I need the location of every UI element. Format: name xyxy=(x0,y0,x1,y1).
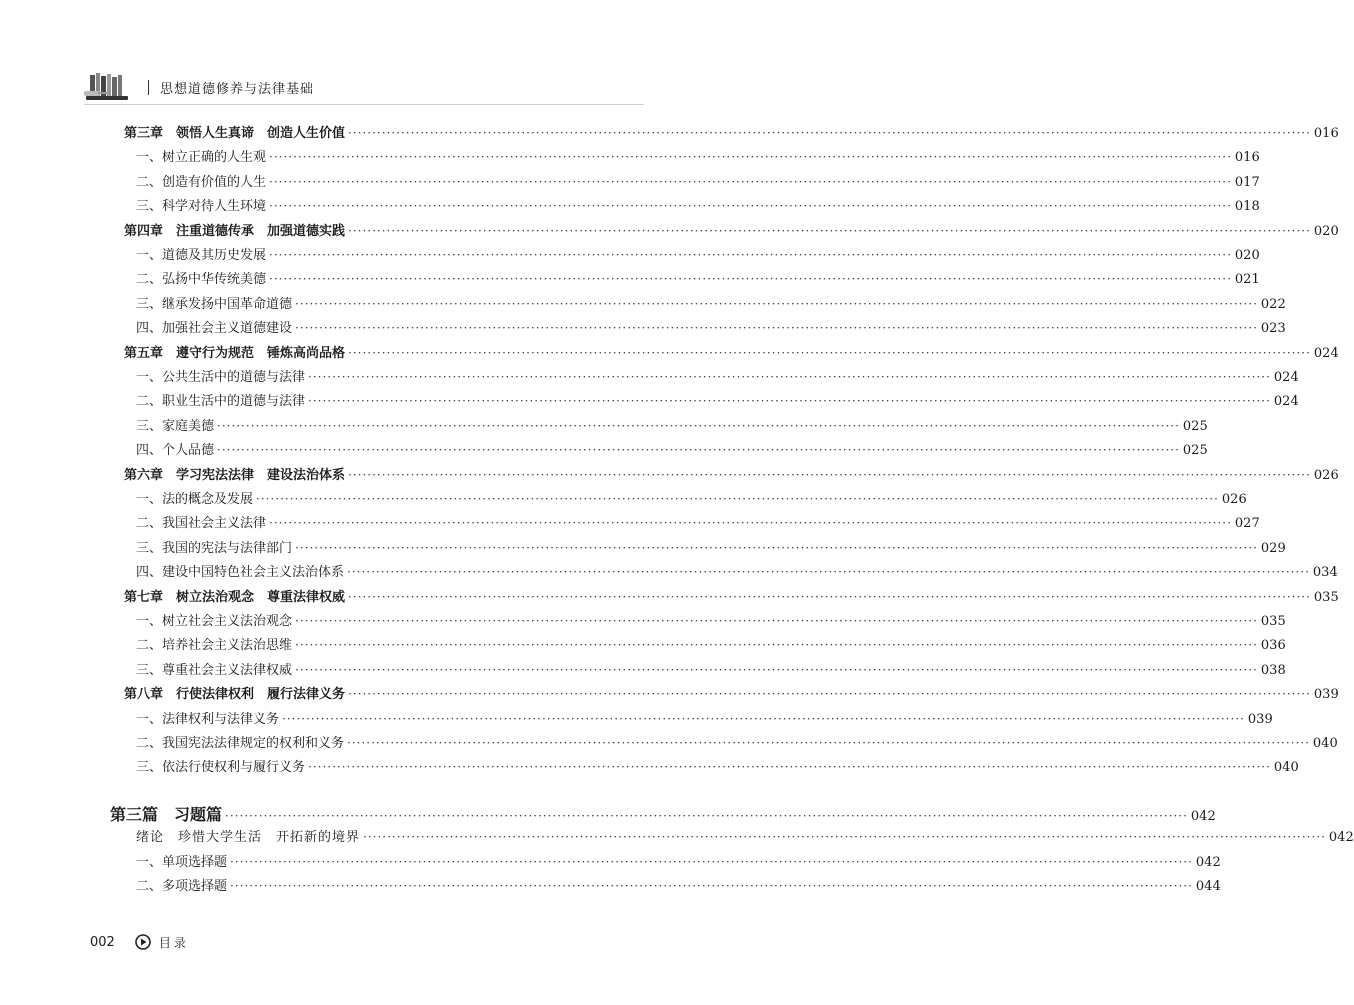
entry-title: 三、我国的宪法与法律部门 xyxy=(136,540,293,556)
section-entry[interactable] xyxy=(136,512,1260,534)
entry-page-number: 040 xyxy=(1273,760,1299,776)
chapter-entry[interactable] xyxy=(124,464,1339,486)
leader-dots: ········································································································································································································ xyxy=(295,662,1258,677)
section-entry[interactable] xyxy=(136,317,1286,339)
section-entry[interactable] xyxy=(136,537,1286,559)
leader-dots: ········································································································································································································ xyxy=(295,321,1258,336)
section-entry[interactable] xyxy=(136,415,1208,437)
leader-dots: ········································································································································································································ xyxy=(282,711,1245,726)
entry-page-number: 042 xyxy=(1328,830,1354,845)
entry-page-number: 016 xyxy=(1313,126,1339,141)
chapter-entry[interactable] xyxy=(124,683,1339,705)
chapter-entry[interactable] xyxy=(124,220,1339,242)
entry-page-number: 042 xyxy=(1195,855,1221,870)
entry-title: 二、我国宪法法律规定的权利和义务 xyxy=(136,736,345,751)
section-entry[interactable] xyxy=(136,488,1247,510)
entry-title: 第三篇 习题篇 xyxy=(110,805,223,824)
entry-title: 二、培养社会主义法治思维 xyxy=(136,638,293,654)
entry-title: 三、继承发扬中国革命道德 xyxy=(136,296,293,312)
entry-title: 四、建设中国特色社会主义法治体系 xyxy=(136,565,345,581)
entry-page-number: 016 xyxy=(1234,150,1260,166)
entry-page-number: 024 xyxy=(1273,394,1299,410)
section-entry[interactable] xyxy=(136,756,1299,778)
section-entry[interactable] xyxy=(136,561,1338,583)
entry-title: 第七章 树立法治观念 尊重法律权威 xyxy=(124,589,346,605)
entry-title: 一、法的概念及发展 xyxy=(136,492,254,507)
entry-page-number: 035 xyxy=(1260,614,1286,629)
leader-dots: ········································································································································································································ xyxy=(308,394,1271,409)
entry-page-number: 039 xyxy=(1313,687,1339,703)
section-entry[interactable] xyxy=(136,732,1338,754)
leader-dots: ········································································································································································································ xyxy=(295,638,1258,653)
entry-page-number: 025 xyxy=(1182,443,1208,459)
section-entry[interactable] xyxy=(136,244,1260,266)
books-gavel-logo xyxy=(84,72,132,102)
section-entry[interactable] xyxy=(136,875,1221,897)
entry-page-number: 025 xyxy=(1182,418,1208,434)
leader-dots: ········································································································································································································ xyxy=(269,516,1232,531)
leader-dots: ········································································································································································································ xyxy=(295,540,1258,555)
entry-page-number: 029 xyxy=(1260,540,1286,556)
entry-title: 绪论 珍惜大学生活 开拓新的境界 xyxy=(136,830,361,845)
leader-dots: ········································································································································································································ xyxy=(230,879,1193,893)
entry-page-number: 044 xyxy=(1195,879,1221,894)
entry-title: 第四章 注重道德传承 加强道德实践 xyxy=(124,223,346,239)
chapter-entry[interactable] xyxy=(124,586,1339,608)
entry-title: 一、树立社会主义法治观念 xyxy=(136,614,293,629)
entry-title: 三、科学对待人生环境 xyxy=(136,199,267,215)
leader-dots: ········································································································································································································ xyxy=(217,443,1180,458)
section-entry[interactable] xyxy=(136,195,1260,217)
page-footer xyxy=(90,930,189,954)
section-entry[interactable] xyxy=(136,851,1221,873)
leader-dots: ········································································································································································································ xyxy=(269,272,1232,287)
entry-title: 第五章 遵守行为规范 锤炼高尚品格 xyxy=(124,345,346,361)
entry-page-number: 038 xyxy=(1260,662,1286,678)
entry-page-number: 020 xyxy=(1313,223,1339,239)
entry-page-number: 018 xyxy=(1234,199,1260,215)
entry-title: 一、单项选择题 xyxy=(136,855,228,870)
entry-page-number: 039 xyxy=(1247,711,1273,727)
section-entry[interactable] xyxy=(136,390,1299,412)
part-entry[interactable] xyxy=(110,802,1216,824)
entry-page-number: 024 xyxy=(1313,345,1339,361)
section-label: 目录 xyxy=(158,935,189,950)
entry-title: 二、职业生活中的道德与法律 xyxy=(136,394,306,410)
entry-title: 第三章 领悟人生真谛 创造人生价值 xyxy=(124,126,346,141)
leader-dots: ········································································································································································································ xyxy=(217,418,1180,433)
section-entry[interactable] xyxy=(136,439,1208,461)
leader-dots: ········································································································································································································ xyxy=(230,855,1193,869)
entry-page-number: 035 xyxy=(1313,589,1339,605)
entry-title: 三、依法行使权利与履行义务 xyxy=(136,760,306,776)
section-entry[interactable] xyxy=(136,610,1286,632)
entry-page-number: 027 xyxy=(1234,516,1260,532)
entry-title: 三、家庭美德 xyxy=(136,418,215,434)
entry-title: 第六章 学习宪法法律 建设法治体系 xyxy=(124,467,346,483)
entry-title: 四、个人品德 xyxy=(136,443,215,459)
entry-title: 四、加强社会主义道德建设 xyxy=(136,321,293,337)
book-title: 思想道德修养与法律基础 xyxy=(160,82,315,97)
leader-dots: ········································································································································································································ xyxy=(308,760,1271,775)
leader-dots: ········································································································································································································ xyxy=(348,589,1311,604)
section-entry[interactable] xyxy=(136,171,1260,193)
entry-page-number: 042 xyxy=(1190,809,1216,824)
entry-title: 二、我国社会主义法律 xyxy=(136,516,267,532)
leader-dots: ········································································································································································································ xyxy=(269,174,1232,189)
section-entry[interactable] xyxy=(136,146,1260,168)
entry-title: 一、公共生活中的道德与法律 xyxy=(136,370,306,385)
entry-page-number: 034 xyxy=(1312,565,1338,581)
leader-dots: ········································································································································································································ xyxy=(347,565,1310,580)
entry-title: 二、创造有价值的人生 xyxy=(136,174,267,190)
entry-page-number: 026 xyxy=(1221,492,1247,507)
section-entry[interactable] xyxy=(136,268,1260,290)
entry-title: 一、道德及其历史发展 xyxy=(136,248,267,263)
entry-title: 三、尊重社会主义法律权威 xyxy=(136,662,293,678)
leader-dots: ········································································································································································································ xyxy=(348,223,1311,238)
entry-title: 一、树立正确的人生观 xyxy=(136,150,267,166)
leader-dots: ········································································································································································································ xyxy=(348,345,1311,360)
chapter-entry[interactable] xyxy=(124,122,1339,144)
leader-dots: ········································································································································································································ xyxy=(269,150,1232,165)
entry-page-number: 023 xyxy=(1260,321,1286,337)
leader-dots: ········································································································································································································ xyxy=(256,492,1219,506)
entry-title: 二、多项选择题 xyxy=(136,879,228,894)
play-circle-icon xyxy=(135,934,151,950)
entry-page-number: 022 xyxy=(1260,296,1286,312)
header-rule xyxy=(84,104,644,105)
section-entry[interactable] xyxy=(136,366,1299,388)
leader-dots: ········································································································································································································ xyxy=(295,296,1258,311)
leader-dots: ········································································································································································································ xyxy=(348,687,1311,702)
entry-page-number: 040 xyxy=(1312,736,1338,751)
section-entry[interactable] xyxy=(136,659,1286,681)
header-divider xyxy=(148,80,149,95)
leader-dots: ········································································································································································································ xyxy=(269,199,1232,214)
leader-dots: ········································································································································································································ xyxy=(348,467,1311,482)
chapter-entry[interactable] xyxy=(124,342,1339,364)
entry-page-number: 036 xyxy=(1260,638,1286,654)
entry-page-number: 026 xyxy=(1313,467,1339,483)
leader-dots: ········································································································································································································ xyxy=(363,830,1326,844)
entry-page-number: 021 xyxy=(1234,272,1260,288)
entry-title: 二、弘扬中华传统美德 xyxy=(136,272,267,288)
entry-page-number: 024 xyxy=(1273,370,1299,385)
leader-dots: ········································································································································································································ xyxy=(225,809,1188,823)
leader-dots: ········································································································································································································ xyxy=(308,370,1271,384)
section-entry[interactable] xyxy=(136,708,1273,730)
leader-dots: ········································································································································································································ xyxy=(295,614,1258,628)
entry-page-number: 017 xyxy=(1234,174,1260,190)
leader-dots: ········································································································································································································ xyxy=(348,126,1311,140)
sub-entry[interactable] xyxy=(136,826,1354,848)
entry-page-number: 020 xyxy=(1234,248,1260,263)
section-entry[interactable] xyxy=(136,293,1286,315)
page-number: 002 xyxy=(90,934,115,950)
section-entry[interactable] xyxy=(136,634,1286,656)
entry-title: 一、法律权利与法律义务 xyxy=(136,711,280,727)
running-header xyxy=(84,70,644,106)
entry-title: 第八章 行使法律权利 履行法律义务 xyxy=(124,687,346,703)
leader-dots: ········································································································································································································ xyxy=(269,248,1232,262)
leader-dots: ········································································································································································································ xyxy=(347,736,1310,750)
